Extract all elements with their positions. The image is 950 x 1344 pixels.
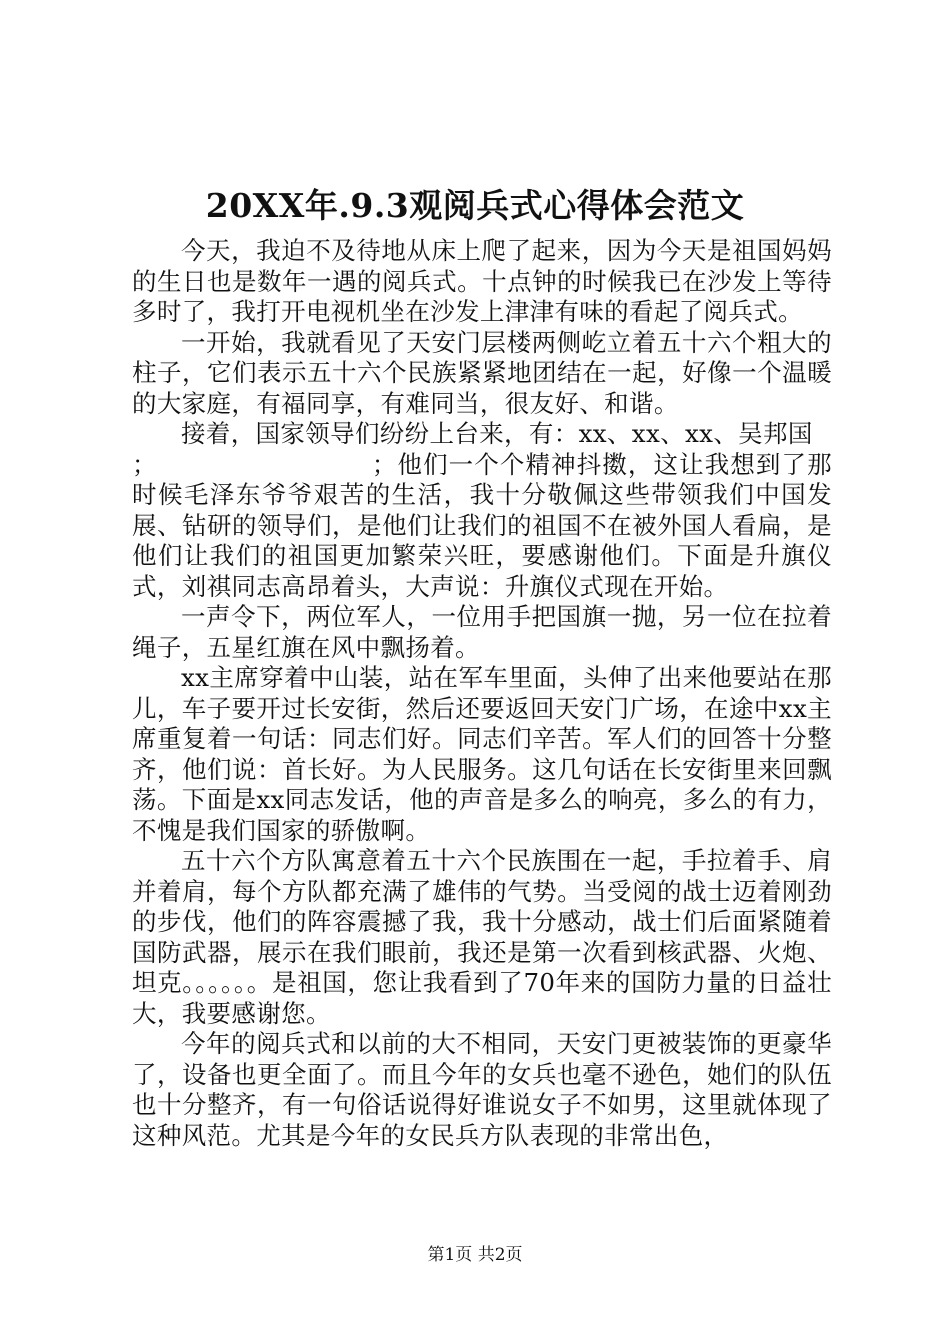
paragraph-4: 一声令下，两位军人，一位用手把国旗一抛，另一位在拉着绳子，五星红旗在风中飘扬着。	[132, 602, 832, 662]
document-body	[132, 236, 832, 1151]
semicolon-mark: ；	[132, 449, 157, 479]
paragraph-6: 五十六个方队寓意着五十六个民族围在一起，手拉着手、肩并着肩，每个方队都充满了雄伟的气势。当受阅的战士迈着刚劲的步伐，他们的阵容震撼了我，我十分感动，战士们后面紧随着国防武器，展示在我们眼前，我还是第一次看到核武器、火炮、坦克。。。。。。是祖国，您让我看到了70年来的国防力量的日益壮大，我要感谢您。	[132, 846, 832, 1028]
paragraph-3-first-line: 接着，国家领导们纷纷上台来，有：xx、xx、xx、吴邦国	[181, 419, 813, 448]
page-footer: 第1页 共2页	[427, 1245, 523, 1265]
document-title: 20XX年.9.3观阅兵式心得体会范文	[205, 186, 745, 225]
paragraph-7: 今年的阅兵式和以前的大不相同，天安门更被装饰的更豪华了，设备也更全面了。而且今年的女兵也毫不逊色，她们的队伍也十分整齐，有一句俗话说得好谁说女子不如男，这里就体现了这种风范。尤其是今年的女民兵方队表现的非常出色，	[132, 1029, 832, 1150]
paragraph-1: 今天，我迫不及待地从床上爬了起来，因为今天是祖国妈妈的生日也是数年一遇的阅兵式。十点钟的时候我已在沙发上等待多时了，我打开电视机坐在沙发上津津有味的看起了阅兵式。	[132, 236, 832, 326]
paragraph-5: xx主席穿着中山装，站在军车里面，头伸了出来他要站在那儿，车子要开过长安街，然后还要返回天安门广场，在途中xx主席重复着一句话：同志们好。同志们辛苦。军人们的回答十分整齐，他们说：首长好。为人民服务。这几句话在长安街里来回飘荡。下面是xx同志发话，他的声音是多么的响亮，多么的有力，不愧是我们国家的骄傲啊。	[132, 663, 832, 845]
paragraph-2: 一开始，我就看见了天安门层楼两侧屹立着五十六个粗大的柱子，它们表示五十六个民族紧紧地团结在一起，好像一个温暖的大家庭，有福同享，有难同当，很友好、和谐。	[132, 327, 832, 418]
paragraph-3-continued	[132, 450, 832, 603]
paragraph-3-text: ；他们一个个精神抖擞，这让我想到了那时候毛泽东爷爷艰苦的生活，我十分敬佩这些带领我们中国发展、钻研的领导们，是他们让我们的祖国不在被外国人看扁，是他们让我们的祖国更加繁荣兴旺，要感谢他们。下面是升旗仪式，刘祺同志高昂着头，大声说：升旗仪式现在开始。	[132, 449, 832, 601]
